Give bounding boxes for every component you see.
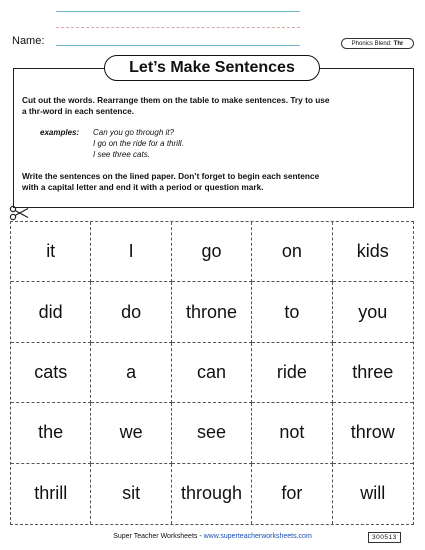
word-card[interactable]: through [172, 464, 252, 524]
word-card[interactable]: three [333, 343, 413, 403]
word-card[interactable]: do [91, 282, 171, 342]
word-card[interactable]: to [252, 282, 332, 342]
writing-line-dotted [56, 27, 300, 28]
footer [0, 533, 425, 540]
name-line[interactable] [56, 45, 300, 46]
scissors-icon [9, 205, 29, 221]
word-card[interactable]: kids [333, 222, 413, 282]
word-card[interactable]: will [360, 483, 386, 504]
worksheet-code: 300513 [368, 532, 401, 543]
word-card[interactable]: cats [11, 343, 91, 403]
word-card[interactable]: did [11, 282, 91, 342]
example-1: Can you go through it? [93, 128, 174, 137]
phonics-blend-badge [341, 38, 414, 49]
example-3: I see three cats. [93, 150, 150, 159]
footer-brand: Super Teacher Worksheets - [113, 533, 204, 540]
word-card[interactable]: it [11, 222, 91, 282]
word-card[interactable]: ride [252, 343, 332, 403]
instruction-line-3: Write the sentences on the lined paper. Don’t forget to begin each sentence [22, 171, 320, 181]
word-card[interactable]: sit [91, 464, 171, 524]
page-title: Let’s Make Sentences [104, 55, 320, 81]
word-card[interactable]: thrill [11, 464, 91, 524]
word-card[interactable]: we [91, 403, 171, 463]
word-card[interactable]: on [252, 222, 332, 282]
word-card-grid [10, 221, 414, 525]
word-card[interactable]: you [333, 282, 413, 342]
example-2: I go on the ride for a thrill. [93, 139, 184, 148]
word-card[interactable]: not [252, 403, 332, 463]
word-card[interactable]: the [11, 403, 91, 463]
word-card[interactable]: I [91, 222, 171, 282]
footer-url-link[interactable]: www.superteacherworksheets.com [203, 533, 312, 540]
word-card[interactable]: can [172, 343, 252, 403]
instruction-line-2: a thr-word in each sentence. [22, 106, 135, 116]
writing-line-top [56, 11, 300, 12]
word-card[interactable]: go [172, 222, 252, 282]
examples-label: examples: [40, 128, 80, 137]
phonics-blend-value: Thr [393, 40, 404, 47]
word-card[interactable]: see [172, 403, 252, 463]
name-label: Name: [12, 35, 45, 47]
instruction-line-1: Cut out the words. Rearrange them on the table to make sentences. Try to use [22, 95, 330, 105]
phonics-blend-label: Phonics Blend: [351, 40, 392, 47]
instruction-line-4: with a capital letter and end it with a period or question mark. [22, 182, 264, 192]
word-card[interactable]: a [91, 343, 171, 403]
word-card[interactable]: throw [333, 403, 413, 463]
word-card[interactable]: throne [172, 282, 252, 342]
word-card[interactable]: for [252, 464, 332, 524]
